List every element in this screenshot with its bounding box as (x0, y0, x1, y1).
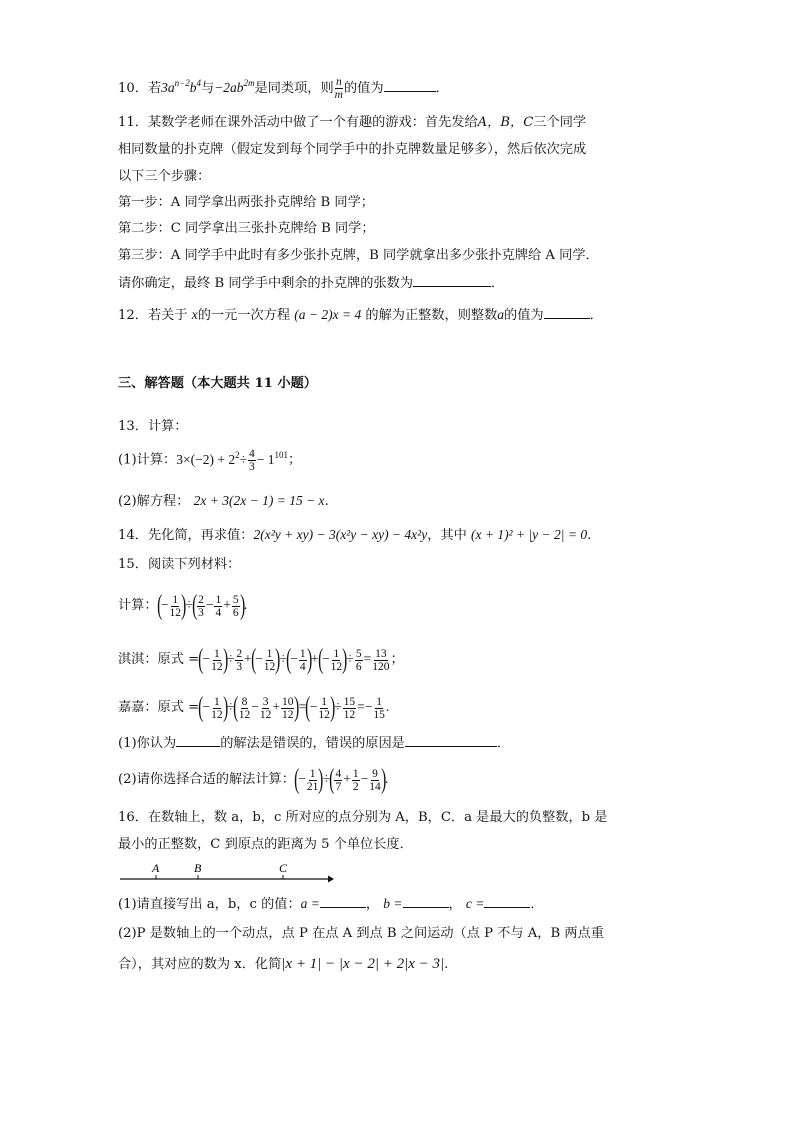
question-11-line-1: 11．某数学老师在课外活动中做了一个有趣的游戏：首先发给A，B，C三个同学 (118, 115, 587, 130)
question-10: 10．若$3a^{n-2}b^4$与$-2ab^{2m}$是同类项，则 $\frac{n}{m}$ 的值为 ． (118, 76, 449, 101)
answer-blank (320, 895, 366, 908)
question-12: 12．若关于 x的一元一次方程 (a − 2)x = 4 的解为正整数，则整数a的值为 ． (118, 307, 603, 323)
section-title: 三、解答题（本大题共 11 小题） (118, 376, 317, 391)
answer-blank (405, 734, 497, 747)
question-13-part-1: (1)计算：$3\times(-2) + 2^2\div$ $\frac{4}{3}$ − $1^{101}$； (118, 448, 302, 473)
question-11-step-1: 第一步：A 同学拿出两张扑克牌给 B 同学； (118, 195, 374, 210)
question-16-part-2-line-2: 合），其对应的数为 x．化简|x + 1| − |x − 2| + 2|x − 3|. (118, 956, 449, 972)
number-line-arrow (328, 876, 334, 883)
answer-blank (484, 895, 530, 908)
question-16-line-1: 16．在数轴上，数 a，b，c 所对应的点分别为 A，B，C．a 是最大的负整数，b 是 (118, 810, 608, 825)
number-line (118, 860, 338, 886)
question-11-step-3: 第三步：A 同学手中此时有多少张扑克牌，B 同学就拿出多少张扑克牌给 A 同学． (118, 248, 599, 263)
label-point-a: A (152, 861, 160, 875)
answer-blank (176, 734, 220, 747)
question-13-title: 13．计算： (118, 419, 188, 434)
question-16-part-2-line-1: (2)P 是数轴上的一个动点，点 P 在点 A 到点 B 之间运动（点 P 不与 A，B 两点重 (118, 926, 604, 941)
question-16-part-1: (1)请直接写出 a，b，c 的值：a = ， b = ， c = ． (118, 896, 544, 912)
question-13-part-2: (2)解方程： 2x + 3(2x − 1) = 15 − x. (118, 493, 329, 509)
label-point-c: C (279, 861, 288, 875)
label-point-b: B (194, 861, 202, 875)
solution-qiqi: 淇淇：原式 =(− $\frac{1}{12}$ )÷ $\frac{2}{3}$ +(− $\frac{1}{12}$ )÷(− $\frac{1}{4}$ )+(− $\frac{1}{12}$ )÷ $\frac{5}{6}$ = $\frac{13}{120}$ ； (118, 644, 404, 675)
answer-blank (544, 306, 590, 319)
question-11-ask: 请你确定，最终 B 同学手中剩余的扑克牌的张数为 ． (118, 276, 505, 291)
question-15-expression: 计算：(− $\frac{1}{12}$ )÷( $\frac{2}{3}$ − $\frac{1}{4}$ + $\frac{5}{6}$ ). (118, 590, 248, 621)
question-15-part-1: (1)你认为 的解法是错误的，错误的原因是 ． (118, 736, 511, 751)
answer-blank (403, 895, 449, 908)
question-11-step-2: 第二步：C 同学拿出三张扑克牌给 B 同学； (118, 221, 375, 236)
solution-jiajia: 嘉嘉：原式 =(− $\frac{1}{12}$ )÷( $\frac{8}{12}$ − $\frac{3}{12}$ + $\frac{10}{12}$ )=(− $\frac{1}{12}$ )÷ $\frac{15}{12}$ =− $\frac{1}{15}$ . (118, 692, 390, 723)
question-15-part-2: (2)请你选择合适的解法计算：(− $\frac{1}{21}$ )÷( $\frac{4}{7}$ + $\frac{1}{2}$ − $\frac{9}{14}$ ). (118, 764, 389, 795)
question-11-line-2: 相同数量的扑克牌（假定发到每个同学手中的扑克牌数量足够多），然后依次完成 (118, 142, 587, 157)
answer-blank (384, 79, 436, 92)
question-11-line-3: 以下三个步骤： (118, 169, 211, 184)
question-14: 14．先化简，再求值：2(x²y + xy) − 3(x²y − xy) − 4x²y，其中 (x + 1)² + |y − 2| = 0. (118, 527, 592, 543)
answer-blank (413, 274, 491, 287)
question-15-title: 15．阅读下列材料： (118, 557, 241, 572)
question-16-line-2: 最小的正整数，C 到原点的距离为 5 个单位长度． (118, 837, 413, 852)
fraction-n-over-m: $\frac{n}{m}$ (334, 76, 343, 101)
